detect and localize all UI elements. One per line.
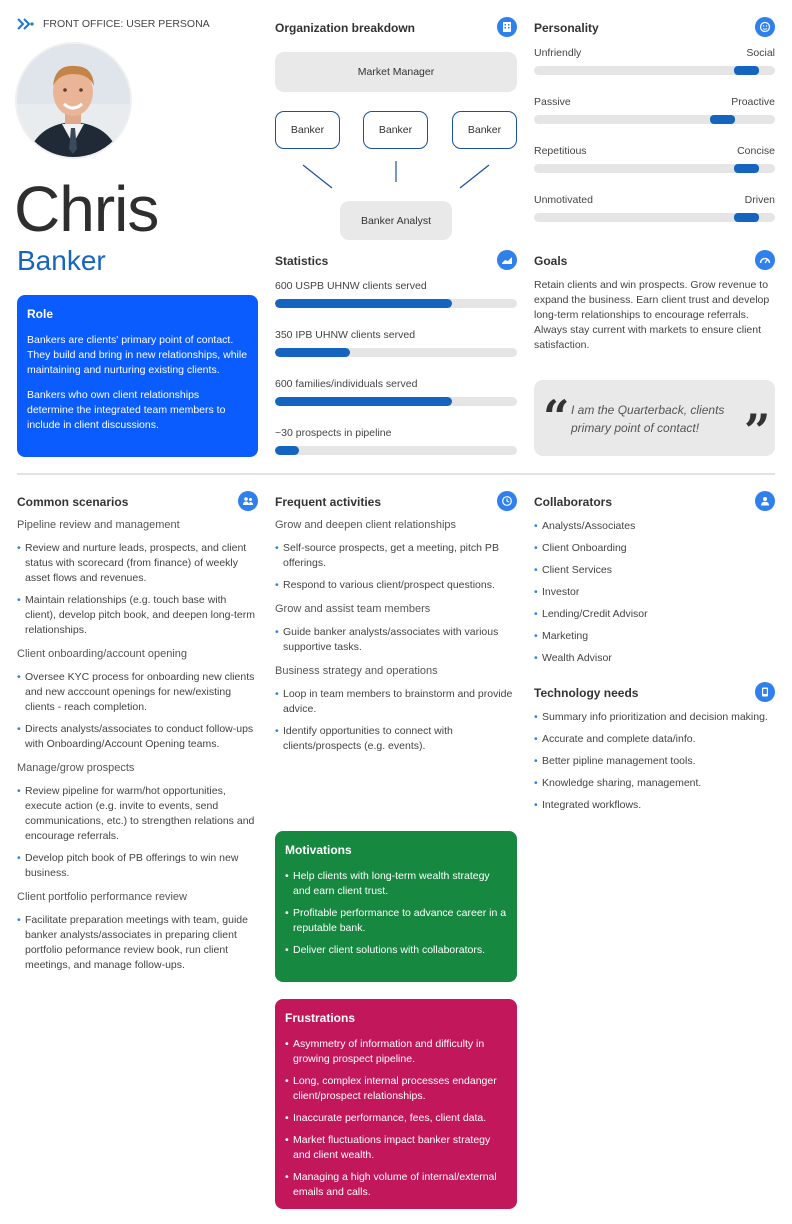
trait-track bbox=[534, 115, 775, 124]
scenario-section-title: Client onboarding/account opening bbox=[17, 648, 188, 660]
trait-left-label: Unfriendly bbox=[534, 47, 582, 59]
trait-right-label: Proactive bbox=[731, 96, 775, 108]
list-item: • Analysts/Associates bbox=[534, 519, 775, 534]
technology-title: Technology needs bbox=[534, 686, 639, 700]
list-item: • Facilitate preparation meetings with team, guide banker analysts/associates in preparing client portfolio peformance review book, run client meetings, and manage follow-ups. bbox=[17, 913, 259, 973]
org-banker: Banker bbox=[363, 111, 428, 149]
motivations-card bbox=[275, 831, 517, 982]
scenario-section-title: Manage/grow prospects bbox=[17, 762, 135, 774]
person-icon bbox=[755, 491, 775, 511]
gauge-icon bbox=[755, 250, 775, 270]
scenario-section bbox=[17, 891, 259, 973]
frustrations-title: Frustrations bbox=[285, 1011, 356, 1025]
stat-bar-track bbox=[275, 348, 517, 357]
trait-track bbox=[534, 164, 775, 173]
open-quote-icon: “ bbox=[543, 390, 570, 444]
activity-section-title: Business strategy and operations bbox=[275, 665, 438, 677]
list-item: • Respond to various client/prospect questions. bbox=[275, 578, 517, 593]
stat-bar-fill bbox=[275, 348, 350, 357]
chart-icon bbox=[497, 250, 517, 270]
statistics-list bbox=[275, 279, 517, 475]
list-item: • Accurate and complete data/info. bbox=[534, 732, 775, 747]
activity-section bbox=[275, 603, 517, 655]
stat-item bbox=[275, 279, 517, 328]
stat-label: ~30 prospects in pipeline bbox=[275, 427, 392, 439]
scenarios-list bbox=[17, 519, 259, 980]
header bbox=[17, 17, 210, 31]
scenario-section bbox=[17, 648, 259, 752]
role-card bbox=[17, 295, 258, 457]
list-item: • Lending/Credit Advisor bbox=[534, 607, 775, 622]
stat-bar-fill bbox=[275, 299, 452, 308]
list-item: • Loop in team members to brainstorm and provide advice. bbox=[275, 687, 517, 717]
activity-section bbox=[275, 519, 517, 593]
clock-icon bbox=[497, 491, 517, 511]
device-icon bbox=[755, 682, 775, 702]
stat-bar-track bbox=[275, 397, 517, 406]
group-icon bbox=[238, 491, 258, 511]
trait-marker bbox=[734, 66, 759, 75]
org-banker-analyst: Banker Analyst bbox=[340, 201, 452, 240]
role-paragraph: Bankers are clients' primary point of contact. They build and bring in new relationships, while maintaining and nurturing existing clients. bbox=[27, 334, 248, 376]
list-item: • Review pipeline for warm/hot opportunities, execute action (e.g. invite to events, send communications, etc.) to strengthen relations and encourage referrals. bbox=[17, 784, 259, 844]
list-item: • Better pipline management tools. bbox=[534, 754, 775, 769]
trait-item bbox=[534, 46, 775, 95]
avatar bbox=[17, 44, 130, 157]
activity-section-title: Grow and assist team members bbox=[275, 603, 431, 615]
list-item: • Market fluctuations impact banker strategy and client wealth. bbox=[285, 1133, 507, 1163]
trait-left-label: Unmotivated bbox=[534, 194, 593, 206]
trait-marker bbox=[734, 164, 759, 173]
activity-section-title: Grow and deepen client relationships bbox=[275, 519, 457, 531]
role-paragraph: Bankers who own client relationships determine the integrated team members to include in client discussions. bbox=[27, 389, 226, 431]
org-icon bbox=[497, 17, 517, 37]
stat-item bbox=[275, 328, 517, 377]
scenario-section bbox=[17, 519, 259, 638]
trait-left-label: Passive bbox=[534, 96, 571, 108]
list-item: • Deliver client solutions with collaborators. bbox=[285, 943, 507, 958]
motivations-title: Motivations bbox=[285, 843, 352, 857]
collaborators-list bbox=[534, 519, 775, 673]
list-item: • Client Services bbox=[534, 563, 775, 578]
list-item: • Help clients with long-term wealth strategy and earn client trust. bbox=[285, 869, 507, 899]
trait-item bbox=[534, 193, 775, 242]
list-item: • Asymmetry of information and difficulty in growing prospect pipeline. bbox=[285, 1037, 507, 1067]
scenario-section-title: Client portfolio performance review bbox=[17, 891, 187, 903]
trait-item bbox=[534, 95, 775, 144]
collaborators-title: Collaborators bbox=[534, 495, 613, 509]
list-item: • Maintain relationships (e.g. touch base with client), develop pitch book, and deepen long-term relationships. bbox=[17, 593, 259, 638]
org-market-manager: Market Manager bbox=[275, 52, 517, 92]
role-title: Role bbox=[27, 307, 54, 321]
activity-section bbox=[275, 665, 517, 754]
stat-label: 350 IPB UHNW clients served bbox=[275, 329, 416, 341]
stat-bar-fill bbox=[275, 397, 452, 406]
list-item: • Self-source prospects, get a meeting, pitch PB offerings. bbox=[275, 541, 517, 571]
persona-title: Banker bbox=[17, 245, 106, 276]
list-item: • Guide banker analysts/associates with various supportive tasks. bbox=[275, 625, 517, 655]
list-item: • Profitable performance to advance career in a reputable bank. bbox=[285, 906, 507, 936]
org-title: Organization breakdown bbox=[275, 21, 416, 35]
list-item: • Inaccurate performance, fees, client data. bbox=[285, 1111, 507, 1126]
list-item: • Identify opportunities to connect with clients/prospects (e.g. events). bbox=[275, 724, 517, 754]
stat-item bbox=[275, 426, 517, 475]
scenarios-title: Common scenarios bbox=[17, 495, 129, 509]
org-connector-lines bbox=[275, 155, 517, 195]
list-item: • Directs analysts/associates to conduct follow-ups with Onboarding/Account Opening teams. bbox=[17, 722, 259, 752]
stat-label: 600 families/individuals served bbox=[275, 378, 418, 390]
list-item: • Review and nurture leads, prospects, and client status with scorecard (from finance) of weekly asset flows and revenues. bbox=[17, 541, 259, 586]
chevrons-logo-icon bbox=[17, 17, 35, 31]
stat-item bbox=[275, 377, 517, 426]
statistics-title: Statistics bbox=[275, 254, 329, 268]
section-divider bbox=[17, 473, 775, 475]
activities-list bbox=[275, 519, 517, 761]
org-banker: Banker bbox=[452, 111, 517, 149]
goals-title: Goals bbox=[534, 254, 568, 268]
persona-name: Chris bbox=[14, 173, 159, 245]
trait-track bbox=[534, 213, 775, 222]
list-item: • Develop pitch book of PB offerings to win new business. bbox=[17, 851, 259, 881]
trait-right-label: Driven bbox=[744, 194, 775, 206]
personality-list bbox=[534, 46, 775, 242]
list-item: • Knowledge sharing, management. bbox=[534, 776, 775, 791]
scenario-section-title: Pipeline review and management bbox=[17, 519, 180, 531]
list-item: • Investor bbox=[534, 585, 775, 600]
stat-bar-track bbox=[275, 446, 517, 455]
trait-left-label: Repetitious bbox=[534, 145, 587, 157]
technology-list bbox=[534, 710, 775, 820]
list-item: • Long, complex internal processes endanger client/prospect relationships. bbox=[285, 1074, 507, 1104]
list-item: • Oversee KYC process for onboarding new clients and new acccount openings for new/existing clients - reach completion. bbox=[17, 670, 259, 715]
goals-text: Retain clients and win prospects. Grow revenue to expand the business. Earn client trust and develop long-term relationships to encourage referrals. Always stay current with markets to ensure client satisfaction. bbox=[534, 279, 770, 351]
face-icon bbox=[755, 17, 775, 37]
trait-marker bbox=[734, 213, 759, 222]
person-portrait-icon bbox=[17, 44, 130, 157]
header-label: FRONT OFFICE: USER PERSONA bbox=[43, 18, 210, 30]
trait-track bbox=[534, 66, 775, 75]
trait-right-label: Social bbox=[746, 47, 775, 59]
activities-title: Frequent activities bbox=[275, 495, 382, 509]
quote-card bbox=[534, 380, 775, 456]
trait-marker bbox=[710, 115, 735, 124]
frustrations-card bbox=[275, 999, 517, 1209]
stat-bar-fill bbox=[275, 446, 299, 455]
stat-label: 600 USPB UHNW clients served bbox=[275, 280, 427, 292]
stat-bar-track bbox=[275, 299, 517, 308]
personality-title: Personality bbox=[534, 21, 599, 35]
list-item: • Integrated workflows. bbox=[534, 798, 775, 813]
trait-item bbox=[534, 144, 775, 193]
scenario-section bbox=[17, 762, 259, 881]
trait-right-label: Concise bbox=[737, 145, 775, 157]
org-banker: Banker bbox=[275, 111, 340, 149]
list-item: • Summary info prioritization and decision making. bbox=[534, 710, 775, 725]
list-item: • Managing a high volume of internal/external emails and calls. bbox=[285, 1170, 507, 1200]
list-item: • Marketing bbox=[534, 629, 775, 644]
close-quote-icon: ” bbox=[744, 404, 771, 458]
quote-text: I am the Quarterback, clients primary point of contact! bbox=[571, 403, 725, 435]
list-item: • Wealth Advisor bbox=[534, 651, 775, 666]
list-item: • Client Onboarding bbox=[534, 541, 775, 556]
